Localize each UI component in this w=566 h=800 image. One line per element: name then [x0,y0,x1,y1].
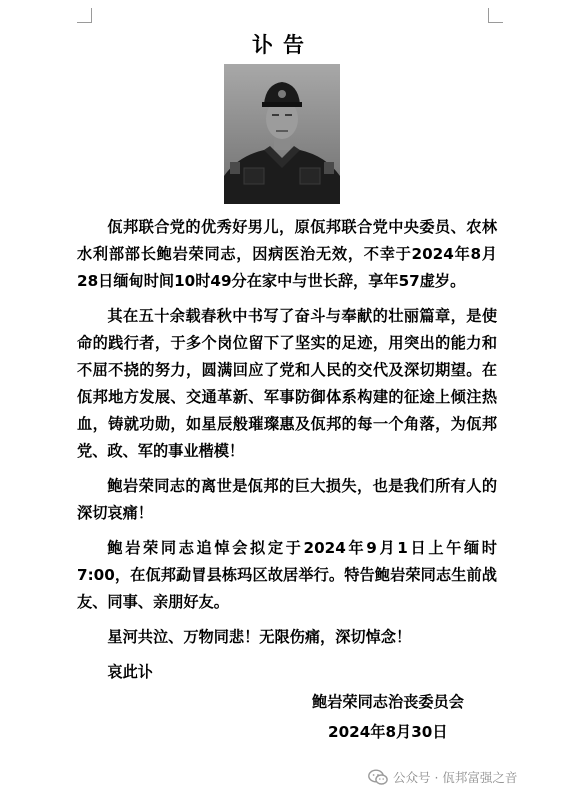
wechat-icon [368,769,388,786]
signature-date-text: 2024年8月30日 [328,723,448,741]
account-watermark [368,766,517,788]
portrait-photo [224,64,340,204]
portrait-photo-icon [224,64,340,204]
crop-mark-top-left [77,8,92,23]
paragraph-closing: 哀此讣 [107,663,153,681]
paragraph-memorial: 鲍岩荣同志追悼会拟定于2024年9月1日上午缅时7:00，在佤邦勐冒县栋玛区故居举行。特告鲍岩荣同志生前战友、同事、亲朋好友。 [77,539,497,611]
signature-organization-text: 鲍岩荣同志治丧委员会 [312,693,464,711]
crop-mark-top-right [488,8,503,23]
page-title: 讣告 [252,33,314,57]
paragraph-announcement: 佤邦联合党的优秀好男儿，原佤邦联合党中央委员、农林水利部部长鲍岩荣同志，因病医治无效，不幸于2024年8月28日缅甸时间10时49分在家中与世长辞，享年57虚岁。 [77,218,497,290]
watermark-text: 公众号 · 佤邦富强之音 [393,770,518,785]
paragraph-mourning: 星河共泣、万物同悲！无限伤痛，深切悼念！ [107,628,412,646]
paragraph-loss: 鲍岩荣同志的离世是佤邦的巨大损失，也是我们所有人的深切哀痛！ [77,477,497,522]
paragraph-tribute: 其在五十余载春秋中书写了奋斗与奉献的壮丽篇章，是使命的践行者，于多个岗位留下了坚实的足迹，用突出的能力和不屈不挠的努力，圆满回应了党和人民的交代及深切期望。在佤邦地方发展、交通革新、军事防御体系构建的征途上倾注热血，铸就功勋，如星辰般璀璨惠及佤邦的每一个角落，为佤邦党、政、军的事业楷模！ [77,307,497,460]
obituary-body [77,214,497,694]
